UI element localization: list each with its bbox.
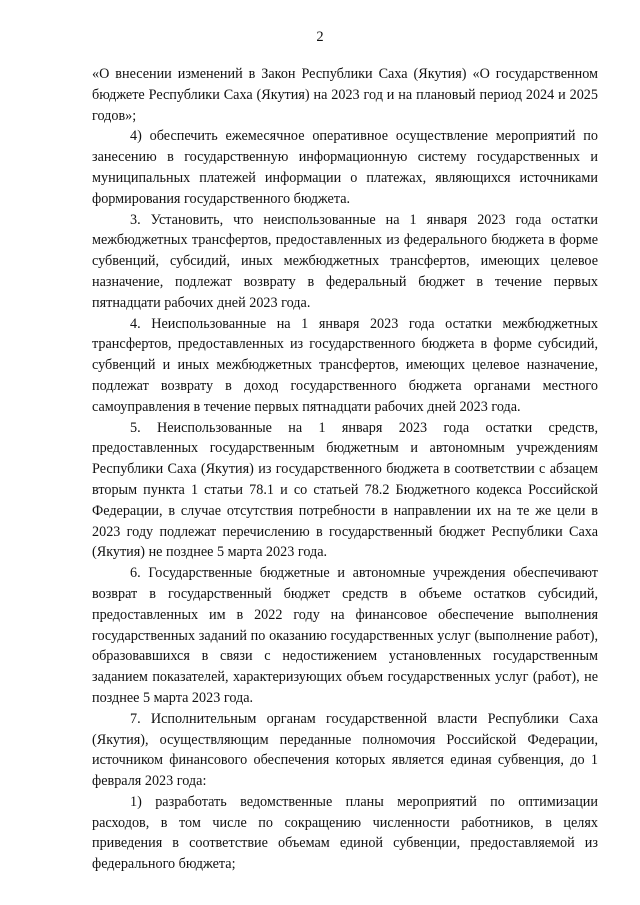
paragraph-clause-7: 7. Исполнительным органам государственной власти Республики Саха (Якутия), осуществляющим переданные полномочия Российской Федерации, источником финансового обеспечения которых является единая субвенция, до 1 февраля 2023 года: xyxy=(92,710,598,790)
paragraph-item-4: 4) обеспечить ежемесячное оперативное осуществление мероприятий по занесению в государственную информационную систему государственных и муниципальных платежей информации о платежах, являющихся источниками формирования государственного бюджета. xyxy=(92,128,598,207)
paragraph-clause-4: 4. Неиспользованные на 1 января 2023 года остатки межбюджетных трансфертов, предоставленных из государственного бюджета в форме субсидий, субвенций и иных межбюджетных трансфертов, имеющих целевое назначение, подлежат возврату в доход государственного бюджета органами местного самоуправления в течение первых пятнадцати рабочих дней 2023 года. xyxy=(92,315,598,415)
page-number: 2 xyxy=(316,29,324,45)
paragraph-law-title-continuation: «О внесении изменений в Закон Республики Саха (Якутия) «О государственном бюджете Республики Саха (Якутия) на 2023 год и на плановый период 2024 и 2025 годов»; xyxy=(92,66,598,124)
document-body xyxy=(92,64,598,875)
paragraph-clause-5: 5. Неиспользованные на 1 января 2023 года остатки средств, предоставленных государственным бюджетным и автономным учреждениям Республики Саха (Якутия) из государственного бюджета в соответствии с абзацем вторым пункта 1 статьи 78.1 и со статьей 78.2 Бюджетного кодекса Российской Федерации, в случае отсутствия потребности в направлении их на те же цели в 2023 году подлежат перечислению в государственный бюджет Республики Саха (Якутия) не позднее 5 марта 2023 года. xyxy=(92,419,598,561)
paragraph-clause-3: 3. Установить, что неиспользованные на 1 января 2023 года остатки межбюджетных трансфертов, предоставленных из федерального бюджета в форме субвенций, субсидий, иных межбюджетных трансфертов, имеющих целевое назначение, подлежат возврату в федеральный бюджет в течение первых пятнадцати рабочих дней 2023 года. xyxy=(92,211,598,311)
paragraph-clause-7-item-1: 1) разработать ведомственные планы мероприятий по оптимизации расходов, в том числе по сокращению численности работников, в целях приведения в соответствие объемам единой субвенции, предоставляемой из федерального бюджета; xyxy=(92,793,598,873)
paragraph-clause-6: 6. Государственные бюджетные и автономные учреждения обеспечивают возврат в государственный бюджет средств в объеме остатков субсидий, предоставленных им в 2022 году на финансовое обеспечение выполнения государственных заданий по оказанию государственных услуг (выполнение работ), образовавшихся в связи с недостижением установленных государственным заданием показателей, характеризующих объем государственных услуг (работ), не позднее 5 марта 2023 года. xyxy=(92,565,598,706)
